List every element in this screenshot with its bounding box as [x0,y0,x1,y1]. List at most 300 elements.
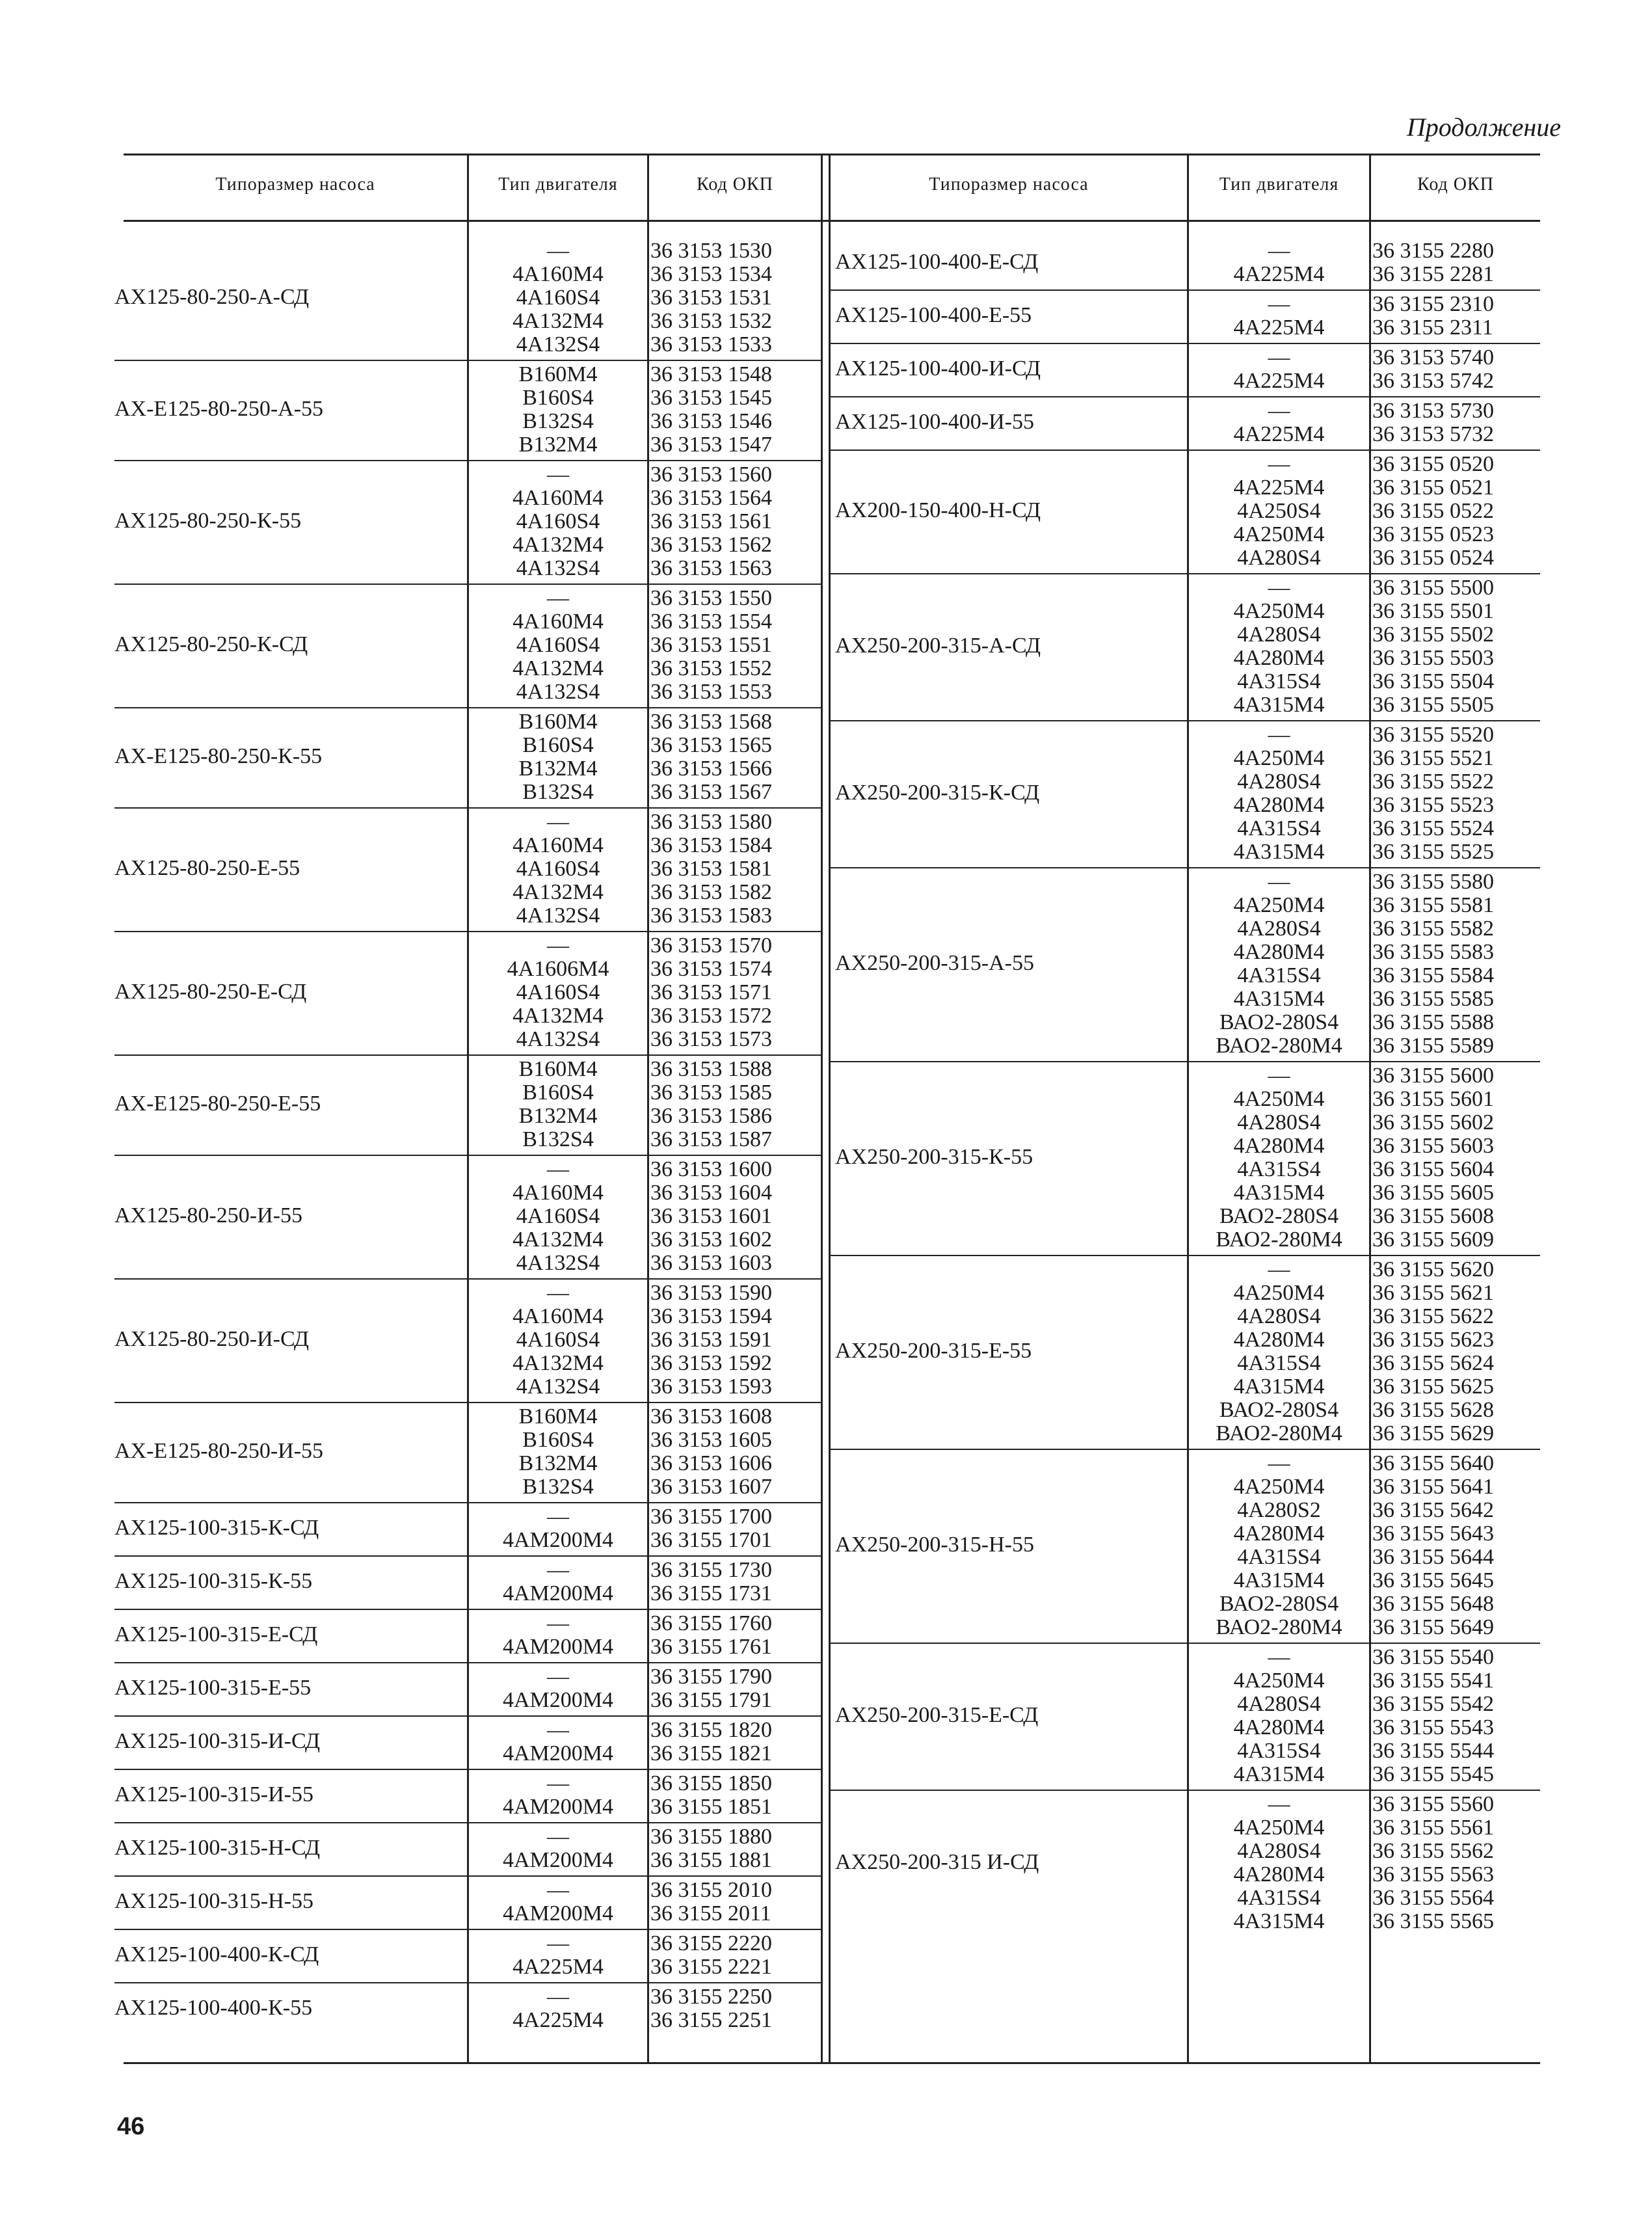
motor-type-value: 4А225М4 [513,1955,604,1979]
group-separator [114,1555,821,1557]
motor-type-cell [469,1559,647,1605]
motor-type-value: 4А315S4 [1237,1157,1321,1181]
okp-code-cell [1372,723,1494,864]
table-bottom-rule [124,2062,1540,2064]
motor-type-value: — [547,239,569,263]
okp-code-value: 36 3155 5563 [1372,1862,1494,1886]
okp-code-value: 36 3153 1592 [650,1351,772,1375]
okp-code-value: 36 3155 1820 [650,1718,772,1742]
okp-code-value: 36 3155 5643 [1372,1522,1494,1546]
motor-type-value: В160S4 [522,386,594,410]
motor-type-value: 4А132S4 [516,332,600,356]
okp-code-value: 36 3155 5503 [1372,646,1494,670]
pump-size-cell: АХ125-100-315-Е-55 [114,1676,312,1700]
okp-code-value: 36 3155 5581 [1372,893,1494,917]
okp-code-value: 36 3153 1566 [650,757,772,781]
okp-code-value: 36 3155 5601 [1372,1087,1494,1111]
okp-code-value: 36 3155 5565 [1372,1909,1494,1933]
okp-code-value: 36 3153 1593 [650,1375,772,1399]
motor-type-value: — [547,1718,569,1742]
group-separator [114,1982,821,1983]
group-separator [831,343,1540,344]
okp-code-value: 36 3155 1730 [650,1558,772,1582]
okp-code-cell [650,587,772,704]
okp-code-cell [1372,239,1494,286]
okp-code-value: 36 3155 5609 [1372,1228,1494,1252]
pump-size-cell: АХ125-100-315-Н-СД [114,1836,321,1860]
motor-type-value: 4А280S4 [1237,1692,1321,1716]
okp-code-value: 36 3153 1550 [650,586,772,610]
continuation-label: Продолжение [1406,113,1561,142]
motor-type-value: ВАО2-280М4 [1216,1421,1342,1445]
okp-code-value: 36 3155 5543 [1372,1715,1494,1739]
motor-type-value: 4А250М4 [1233,599,1325,623]
motor-type-value: — [547,463,569,487]
pump-size-cell: АХ125-100-400-И-55 [835,410,1034,434]
motor-type-cell [1189,1793,1369,1933]
motor-type-value: 4А280S4 [1237,623,1321,647]
motor-type-value: 4АМ200М4 [502,1581,614,1605]
motor-type-value: В132S4 [522,780,594,804]
okp-code-value: 36 3155 2310 [1372,292,1494,316]
motor-type-value: В160М4 [518,710,598,734]
okp-code-value: 36 3153 1607 [650,1475,772,1499]
motor-type-value: 4АМ200М4 [502,1795,614,1819]
okp-code-value: 36 3153 1608 [650,1404,772,1429]
okp-code-cell [1372,1064,1494,1252]
okp-code-value: 36 3155 5525 [1372,840,1494,864]
motor-type-value: 4А160S4 [516,980,600,1004]
okp-code-value: 36 3155 2311 [1372,315,1493,340]
group-separator [114,460,821,461]
motor-type-value: 4А160S4 [516,1204,600,1228]
header-okp-code-left: Код ОКП [697,174,773,195]
motor-type-value: 4А315S4 [1237,1886,1321,1910]
motor-type-value: 4А225М4 [1233,262,1325,286]
motor-type-cell [469,239,647,356]
motor-type-cell [469,1665,647,1712]
motor-type-value: В132М4 [518,1104,598,1128]
motor-type-value: 4А132S4 [516,556,600,580]
group-separator [114,1822,821,1823]
motor-type-value: 4А132S4 [516,680,600,704]
motor-type-value: 4АМ200М4 [502,1635,614,1659]
okp-code-value: 36 3155 0521 [1372,476,1494,500]
motor-type-value: 4А160М4 [513,1304,604,1328]
motor-type-value: — [1268,1451,1290,1475]
okp-code-value: 36 3155 5642 [1372,1498,1494,1522]
okp-code-value: 36 3155 5621 [1372,1281,1494,1305]
group-separator [831,1643,1540,1644]
okp-code-value: 36 3155 5588 [1372,1010,1494,1034]
okp-code-value: 36 3153 1586 [650,1104,772,1128]
okp-code-value: 36 3155 5640 [1372,1451,1494,1475]
okp-code-value: 36 3155 1701 [650,1528,772,1552]
motor-type-value: 4А280S4 [1237,917,1321,941]
okp-code-value: 36 3153 1548 [650,362,772,386]
okp-code-value: 36 3155 1791 [650,1688,772,1712]
motor-type-value: 4А315S4 [1237,816,1321,840]
okp-code-value: 36 3155 5624 [1372,1351,1494,1375]
pump-size-cell: АХ125-80-250-К-СД [114,632,308,656]
pump-size-cell: АХ250-200-315-Е-СД [835,1703,1039,1727]
motor-type-cell [469,1719,647,1765]
okp-code-value: 36 3155 5504 [1372,669,1494,693]
okp-code-value: 36 3155 5620 [1372,1257,1494,1282]
okp-code-value: 36 3153 1605 [650,1428,772,1452]
okp-code-value: 36 3153 1590 [650,1281,772,1305]
motor-type-value: — [1268,399,1290,423]
motor-type-value: 4А315S4 [1237,1351,1321,1375]
pump-size-cell: АХ-Е125-80-250-К-55 [114,744,323,768]
group-separator [114,707,821,708]
group-separator [114,1662,821,1663]
motor-type-cell [469,1158,647,1275]
motor-type-value: — [547,1157,569,1181]
okp-code-value: 36 3153 1554 [650,610,772,634]
motor-type-value: 4А280М4 [1233,793,1325,817]
pump-size-cell: АХ250-200-315-К-СД [835,781,1040,805]
motor-type-cell [1189,576,1369,717]
motor-type-value: ВАО2-280S4 [1219,1592,1339,1616]
motor-type-cell [469,934,647,1051]
okp-code-value: 36 3155 1731 [650,1581,772,1605]
okp-code-value: 36 3153 5732 [1372,422,1494,446]
okp-code-value: 36 3155 2221 [650,1955,772,1979]
okp-code-value: 36 3153 1584 [650,833,772,857]
okp-code-cell [1372,346,1494,393]
motor-type-value: 4А225М4 [513,2008,604,2032]
okp-code-cell [1372,1258,1494,1445]
motor-type-value: 4А280М4 [1233,1328,1325,1352]
motor-type-value: 4А250М4 [1233,1087,1325,1111]
pump-size-cell: АХ125-100-315-И-55 [114,1782,313,1806]
okp-code-cell [650,1282,772,1399]
okp-code-value: 36 3153 5740 [1372,345,1494,369]
okp-code-value: 36 3153 1587 [650,1127,772,1151]
okp-code-value: 36 3155 2010 [650,1878,772,1902]
motor-type-value: 4АМ200М4 [502,1528,614,1552]
pump-size-cell: АХ-Е125-80-250-А-55 [114,397,324,421]
okp-code-value: 36 3153 1600 [650,1157,772,1181]
pump-size-cell: АХ125-80-250-Е-55 [114,856,300,880]
group-separator [114,1875,821,1877]
okp-code-value: 36 3155 5641 [1372,1475,1494,1499]
okp-code-value: 36 3155 5505 [1372,693,1494,717]
okp-code-cell [650,1058,772,1151]
motor-type-value: — [547,1985,569,2009]
motor-type-value: В160М4 [518,1057,598,1081]
okp-code-value: 36 3155 5545 [1372,1762,1494,1786]
motor-type-value: 4А132S4 [516,1027,600,1051]
okp-code-value: 36 3155 5648 [1372,1592,1494,1616]
motor-type-cell [1189,453,1369,570]
pump-size-cell: АХ250-200-315-К-55 [835,1145,1033,1169]
motor-type-cell [469,811,647,928]
okp-code-value: 36 3153 1591 [650,1328,772,1352]
pump-size-cell: АХ125-80-250-И-55 [114,1203,302,1228]
okp-code-value: 36 3153 1562 [650,533,772,557]
okp-code-value: 36 3155 5604 [1372,1157,1494,1181]
pump-size-cell: АХ125-100-315-Е-СД [114,1622,318,1646]
motor-type-value: 4А280М4 [1233,1522,1325,1546]
okp-code-value: 36 3155 5561 [1372,1816,1494,1840]
okp-code-value: 36 3153 1601 [650,1204,772,1228]
okp-code-value: 36 3153 1561 [650,509,772,533]
motor-type-cell [469,1405,647,1499]
okp-code-cell [1372,1793,1494,1933]
motor-type-value: 4А132S4 [516,1251,600,1275]
okp-code-value: 36 3155 5500 [1372,576,1494,600]
motor-type-value: 4А225М4 [1233,315,1325,340]
motor-type-value: 4А280S2 [1237,1498,1321,1522]
motor-type-cell [469,463,647,580]
group-separator [831,1255,1540,1256]
okp-code-value: 36 3155 5644 [1372,1545,1494,1569]
pump-size-cell: АХ125-100-400-Е-55 [835,303,1032,327]
motor-type-value: 4АМ200М4 [502,1848,614,1872]
okp-code-cell [650,1879,772,1926]
motor-type-cell [1189,346,1369,393]
motor-type-value: 4А160S4 [516,286,600,310]
motor-type-value: 4А315М4 [1233,987,1325,1011]
okp-code-value: 36 3155 1790 [650,1665,772,1689]
pump-size-cell: АХ125-100-400-И-СД [835,356,1041,381]
okp-code-cell [650,1405,772,1499]
motor-type-value: В132М4 [518,1451,598,1475]
okp-code-cell [650,811,772,928]
header-motor-type-left: Тип двигателя [498,174,618,195]
okp-code-value: 36 3155 5625 [1372,1375,1494,1399]
motor-type-value: 4А280М4 [1233,1134,1325,1158]
motor-type-cell [469,1772,647,1819]
okp-code-value: 36 3155 5603 [1372,1134,1494,1158]
motor-type-value: — [547,933,569,958]
group-separator [114,1502,821,1503]
motor-type-value: — [1268,1792,1290,1816]
okp-code-value: 36 3153 1560 [650,463,772,487]
motor-type-value: 4А315S4 [1237,669,1321,693]
okp-code-value: 36 3155 5645 [1372,1568,1494,1592]
pump-size-cell: АХ125-100-400-К-СД [114,1942,319,1966]
okp-code-cell [650,1719,772,1765]
okp-code-value: 36 3155 5583 [1372,940,1494,964]
okp-code-value: 36 3153 1572 [650,1004,772,1028]
motor-type-value: — [1268,239,1290,263]
motor-type-value: — [547,1931,569,1955]
group-separator [114,1278,821,1280]
group-separator [114,360,821,361]
motor-type-value: В132М4 [518,757,598,781]
motor-type-cell [469,1612,647,1659]
motor-type-value: 4АМ200М4 [502,1901,614,1926]
okp-code-value: 36 3155 5541 [1372,1669,1494,1693]
motor-type-cell [469,1932,647,1979]
motor-type-value: 4А315S4 [1237,1545,1321,1569]
group-separator [114,1769,821,1770]
okp-code-value: 36 3153 1588 [650,1057,772,1081]
okp-code-cell [650,463,772,580]
motor-type-cell [1189,399,1369,446]
half-divider [821,155,823,2062]
motor-type-value: — [547,1558,569,1582]
motor-type-value: — [1268,292,1290,316]
motor-type-value: 4А250М4 [1233,1816,1325,1840]
motor-type-value: 4А250S4 [1237,499,1321,523]
motor-type-cell [469,363,647,457]
okp-code-cell [650,1612,772,1659]
okp-code-value: 36 3155 1761 [650,1635,772,1659]
motor-type-value: В160S4 [522,733,594,757]
okp-code-value: 36 3153 1546 [650,409,772,433]
okp-code-value: 36 3155 5600 [1372,1064,1494,1088]
motor-type-value: ВАО2-280S4 [1219,1398,1339,1422]
pump-size-cell: АХ125-80-250-Е-СД [114,980,307,1004]
motor-type-cell [1189,293,1369,340]
motor-type-value: ВАО2-280М4 [1216,1228,1342,1252]
motor-type-cell [1189,239,1369,286]
okp-code-value: 36 3155 5585 [1372,987,1494,1011]
motor-type-value: 4А280М4 [1233,646,1325,670]
motor-type-value: 4А315S4 [1237,963,1321,987]
pump-size-cell: АХ-Е125-80-250-Е-55 [114,1092,321,1116]
okp-code-value: 36 3153 1530 [650,239,772,263]
okp-code-value: 36 3155 2251 [650,2008,772,2032]
motor-type-value: 4А315М4 [1233,1762,1325,1786]
okp-code-value: 36 3155 5523 [1372,793,1494,817]
motor-type-value: ВАО2-280М4 [1216,1034,1342,1058]
okp-code-cell [650,1665,772,1712]
group-separator [114,1402,821,1403]
okp-code-cell [1372,1646,1494,1786]
motor-type-value: — [1268,723,1290,747]
okp-code-value: 36 3155 5521 [1372,746,1494,770]
motor-type-value: — [1268,345,1290,369]
okp-code-value: 36 3155 2281 [1372,262,1494,286]
pump-size-cell: АХ250-200-315 И-СД [835,1850,1039,1874]
header-bottom-rule [124,220,1540,222]
motor-type-value: В132S4 [522,409,594,433]
motor-type-cell [469,587,647,704]
group-separator [114,584,821,585]
motor-type-value: 4А250М4 [1233,893,1325,917]
okp-code-value: 36 3153 1585 [650,1080,772,1105]
motor-type-value: 4А250М4 [1233,746,1325,770]
group-separator [114,1054,821,1056]
motor-type-value: 4АМ200М4 [502,1688,614,1712]
pump-size-cell: АХ125-100-315-К-СД [114,1516,319,1540]
motor-type-value: 4А225М4 [1233,369,1325,393]
okp-code-cell [1372,870,1494,1058]
motor-type-value: ВАО2-280S4 [1219,1204,1339,1228]
motor-type-value: 4А280S4 [1237,1110,1321,1134]
okp-code-value: 36 3155 5564 [1372,1886,1494,1910]
okp-code-value: 36 3155 2220 [650,1931,772,1955]
motor-type-cell [469,1282,647,1399]
okp-code-value: 36 3155 1850 [650,1771,772,1795]
okp-code-value: 36 3153 1581 [650,857,772,881]
motor-type-value: — [547,810,569,834]
motor-type-value: 4А132М4 [513,880,604,904]
okp-code-value: 36 3155 5605 [1372,1181,1494,1205]
pump-size-cell: АХ125-80-250-И-СД [114,1327,310,1351]
motor-type-value: 4А315S4 [1237,1739,1321,1763]
motor-type-value: 4А160М4 [513,1181,604,1205]
group-separator [114,807,821,809]
okp-code-value: 36 3155 5589 [1372,1034,1494,1058]
motor-type-value: 4А280М4 [1233,940,1325,964]
okp-code-value: 36 3155 5608 [1372,1204,1494,1228]
okp-code-value: 36 3153 1568 [650,710,772,734]
okp-code-value: 36 3155 5502 [1372,623,1494,647]
motor-type-value: 4А315М4 [1233,1181,1325,1205]
motor-type-value: 4А132М4 [513,1228,604,1252]
group-separator [831,1790,1540,1791]
group-separator [114,1929,821,1930]
okp-code-value: 36 3153 1564 [650,486,772,510]
motor-type-value: В132М4 [518,433,598,457]
motor-type-value: 4А160М4 [513,486,604,510]
okp-code-value: 36 3155 5562 [1372,1839,1494,1863]
motor-type-value: — [547,1878,569,1902]
motor-type-value: 4А160S4 [516,1328,600,1352]
okp-code-value: 36 3153 1606 [650,1451,772,1475]
pump-size-cell: АХ250-200-315-А-СД [835,634,1041,658]
group-separator [831,1449,1540,1450]
group-separator [831,720,1540,721]
motor-type-cell [1189,1646,1369,1786]
okp-code-value: 36 3153 1594 [650,1304,772,1328]
motor-type-value: — [1268,1257,1290,1282]
okp-code-value: 36 3155 1821 [650,1741,772,1765]
motor-type-cell [469,1505,647,1552]
okp-code-value: 36 3153 1573 [650,1027,772,1051]
motor-type-value: 4А250М4 [1233,1281,1325,1305]
motor-type-value: 4А160S4 [516,509,600,533]
okp-code-cell [650,239,772,356]
pump-size-cell: АХ250-200-315-Н-55 [835,1533,1034,1557]
motor-type-value: — [1268,1645,1290,1669]
motor-type-value: ВАО2-280М4 [1216,1615,1342,1639]
motor-type-value: — [547,1665,569,1689]
motor-type-cell [1189,1258,1369,1445]
motor-type-value: — [547,1771,569,1795]
okp-code-value: 36 3155 5602 [1372,1110,1494,1134]
okp-code-cell [650,1158,772,1275]
group-separator [831,289,1540,291]
okp-code-value: 36 3153 1545 [650,386,772,410]
okp-code-value: 36 3153 1570 [650,933,772,958]
okp-code-value: 36 3155 2280 [1372,239,1494,263]
motor-type-value: 4А132М4 [513,1351,604,1375]
okp-code-cell [650,1985,772,2032]
okp-code-cell [650,1825,772,1872]
pump-size-cell: АХ125-80-250-К-55 [114,509,302,533]
okp-code-value: 36 3155 1881 [650,1848,772,1872]
okp-code-value: 36 3153 1533 [650,332,772,356]
motor-type-value: 4А250М4 [1233,1475,1325,1499]
header-motor-type-right: Тип двигателя [1219,174,1339,195]
group-separator [114,931,821,932]
motor-type-cell [469,1985,647,2032]
okp-code-value: 36 3155 2011 [650,1901,771,1926]
motor-type-value: 4А132М4 [513,656,604,680]
okp-code-value: 36 3153 1574 [650,957,772,981]
okp-code-value: 36 3155 5649 [1372,1615,1494,1639]
motor-type-value: 4А225М4 [1233,422,1325,446]
okp-code-value: 36 3153 5742 [1372,369,1494,393]
motor-type-cell [469,1058,647,1151]
